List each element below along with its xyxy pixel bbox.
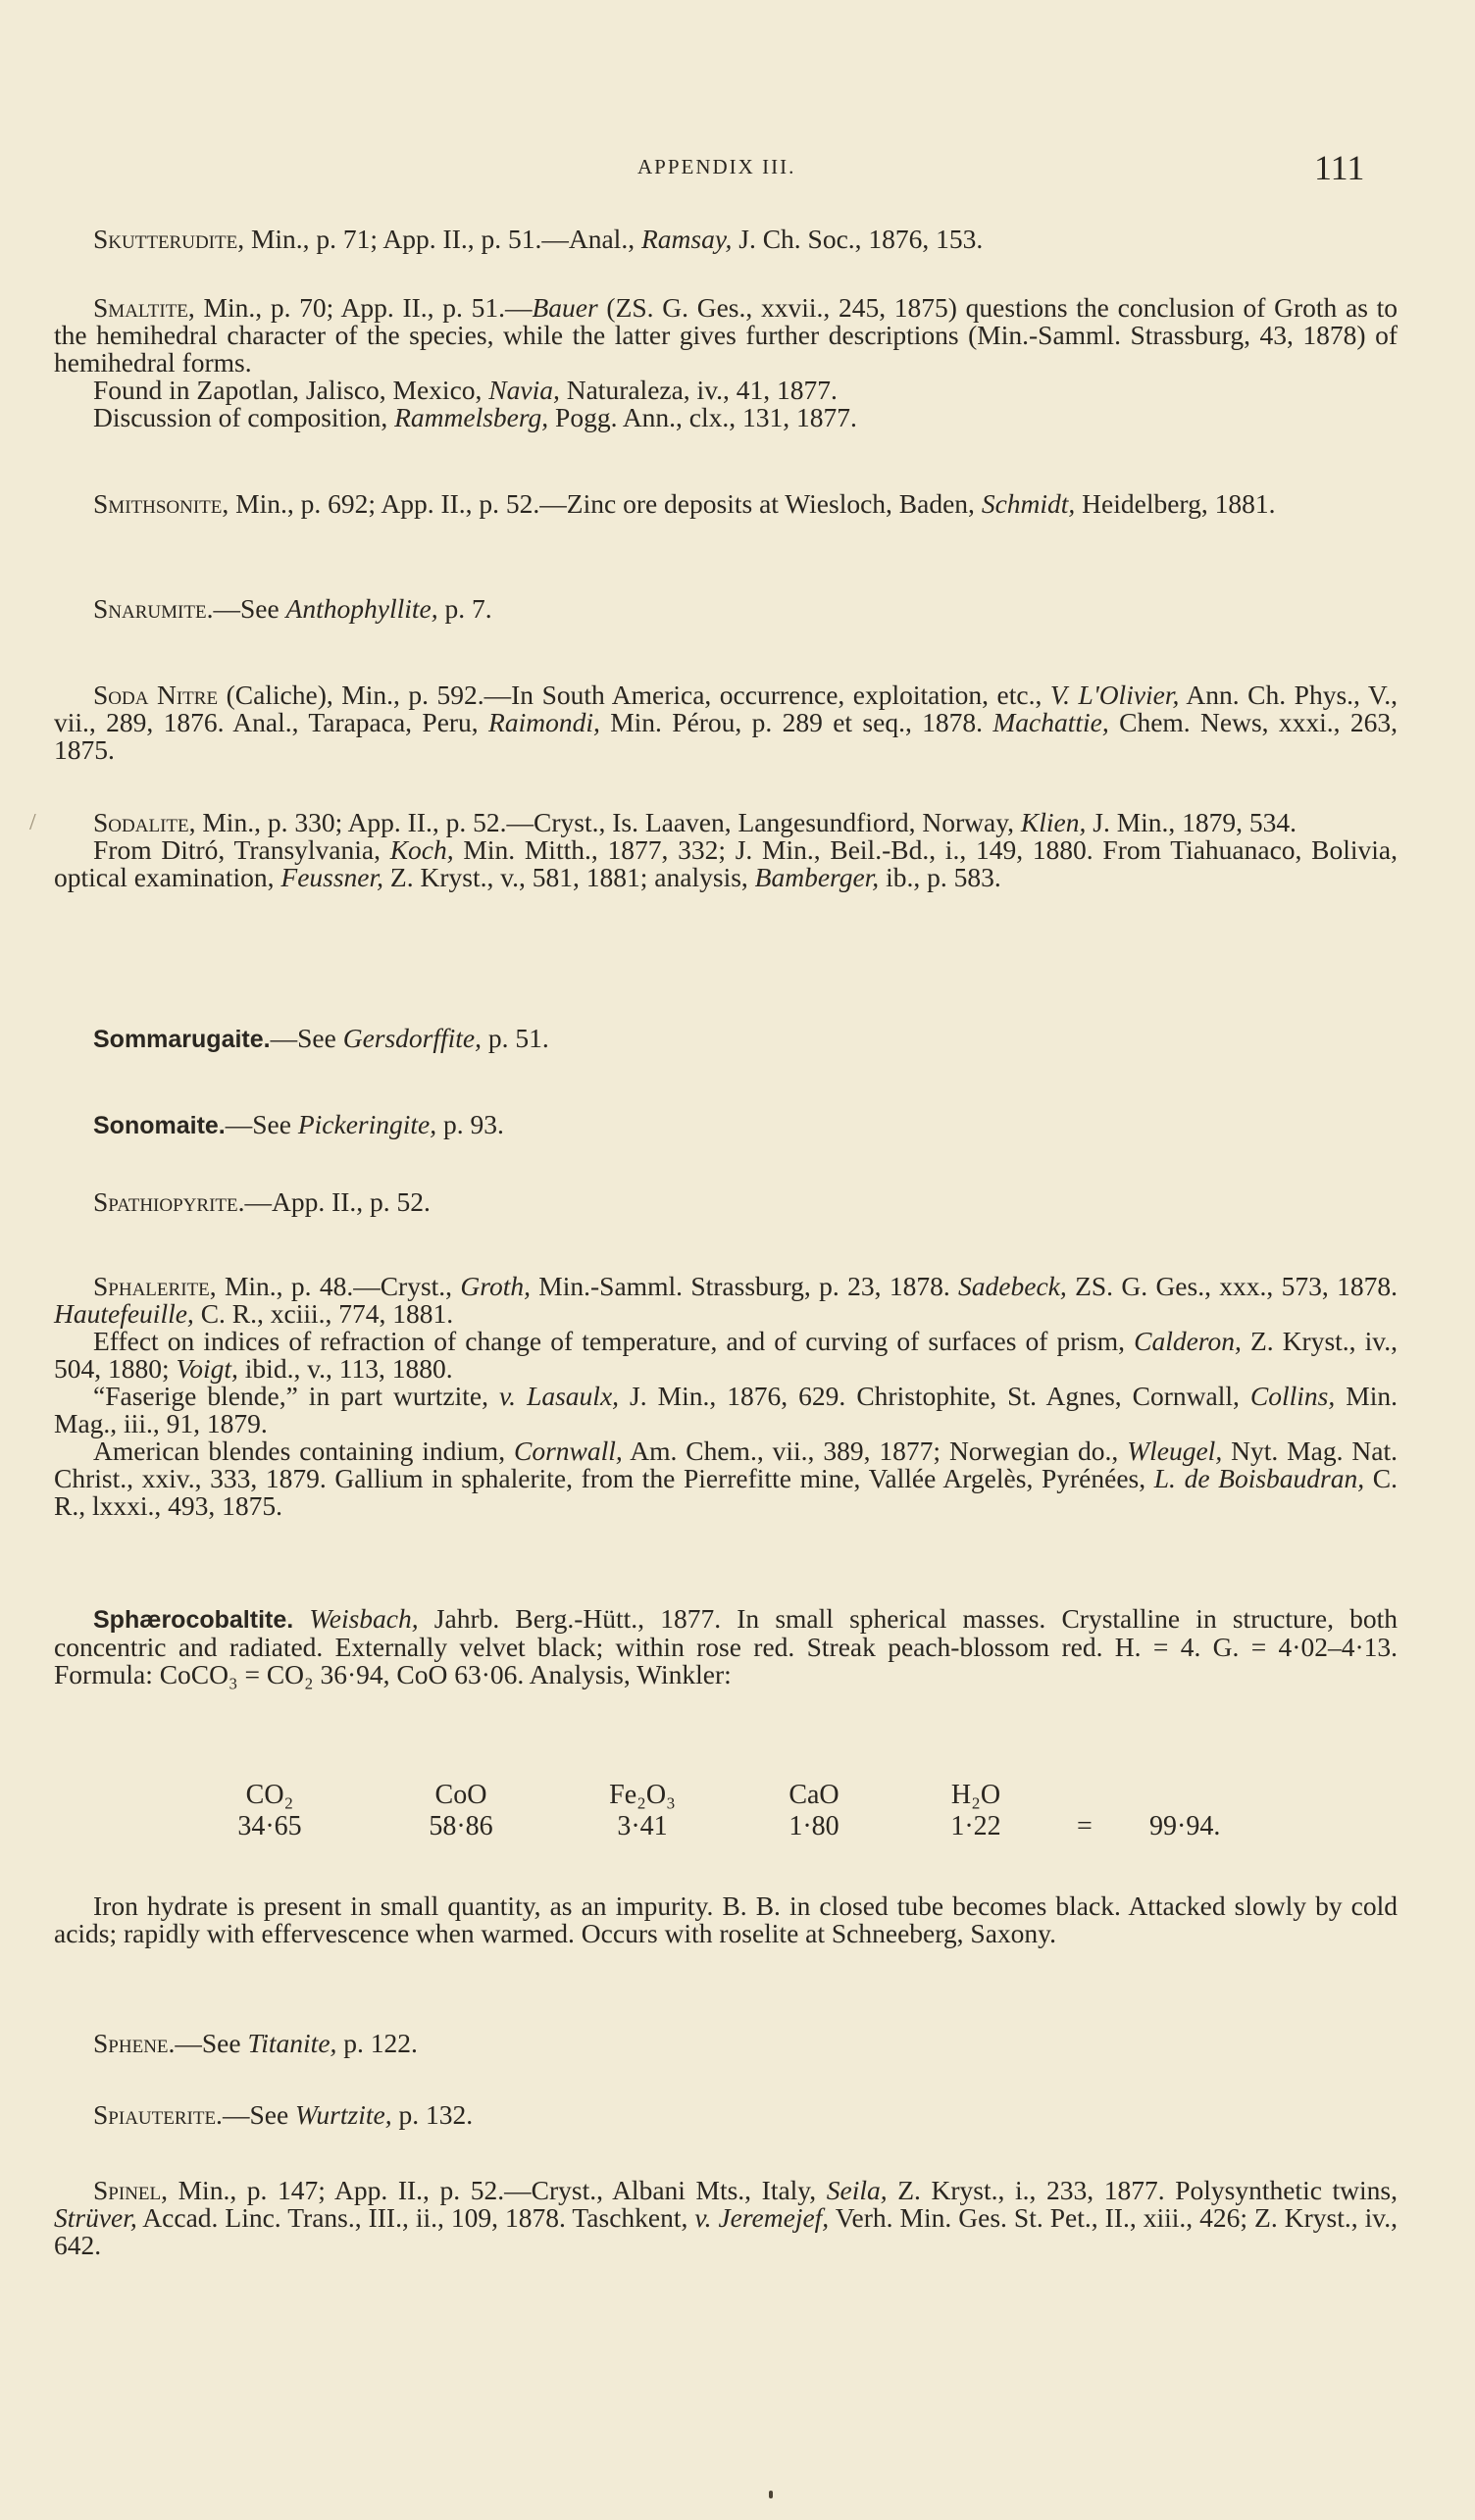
text-run: —See [270, 1023, 343, 1053]
author-or-term: Collins, [1249, 1381, 1336, 1411]
author-or-term: v. Lasaulx, [499, 1381, 620, 1411]
text-run: Effect on indices of refraction of change of temperature, and of curving of surfaces of prism, [93, 1326, 1135, 1356]
entry-paragraph [54, 404, 1398, 431]
text-run: Verh. Min. Ges. St. Pet., II., xiii., 426; Z. Kryst., iv., 642. [54, 2202, 1398, 2260]
text-run: J. Min., 1876, 629. Christophite, St. Agnes, Cornwall, [619, 1381, 1250, 1411]
entry-spiauterite [54, 2101, 1398, 2129]
entry-heading-paragraph [54, 2030, 1398, 2057]
entry-paragraph [54, 1328, 1398, 1383]
analysis-value: 1·80 [788, 1811, 839, 1841]
analysis-label: CaO [788, 1780, 839, 1810]
text-run: Accad. Linc. Trans., III., ii., 109, 1878. Taschkent, [136, 2202, 695, 2233]
text-run: Min. Pérou, p. 289 et seq., 1878. [599, 707, 993, 737]
running-head: APPENDIX III. [637, 155, 796, 178]
text-run: J. Ch. Soc., 1876, 153. [732, 224, 984, 254]
entry-heading-paragraph [54, 1273, 1398, 1328]
text-run: Min., p. 692; App. II., p. 52.—Zinc ore deposits at Wiesloch, Baden, [229, 488, 982, 519]
entry-title: Soda Nitre [93, 680, 219, 710]
entry-title: Smaltite, [93, 292, 195, 323]
entry-heading-paragraph [54, 681, 1398, 764]
entry-heading-paragraph [54, 2177, 1398, 2259]
text-run [293, 1603, 309, 1634]
entry-heading-paragraph [54, 1892, 1398, 1947]
text-run: —See [175, 2028, 248, 2058]
entry-heading-paragraph [54, 809, 1398, 836]
author-or-term: Groth, [460, 1271, 531, 1301]
text-run: Z. Kryst., v., 581, 1881; analysis, [383, 862, 755, 892]
entry-paragraph [54, 836, 1398, 891]
entry-heading-paragraph [54, 1188, 1398, 1216]
text-run: Min., p. 48.—Cryst., [216, 1271, 461, 1301]
ink-speck [769, 2491, 773, 2498]
text-run: Heidelberg, 1881. [1075, 488, 1276, 519]
author-or-term: Hautefeuille, [54, 1298, 194, 1329]
text-run: Min. Mitth., 1877, 332; J. Min., Beil.-Bd., i., 149, 1880. From Tiahuanaco, Bolivia, optical examination, [54, 834, 1399, 892]
author-or-term: Ramsay, [640, 224, 733, 254]
entry-heading-paragraph [54, 226, 1398, 253]
author-or-term: Sadebeck, [958, 1271, 1067, 1301]
text-run: p. 132. [391, 2099, 474, 2130]
entry-smaltite [54, 294, 1398, 431]
text-run: Found in Zapotlan, Jalisco, Mexico, [93, 375, 489, 405]
author-or-term: Navia, [488, 375, 560, 405]
text-run: Min., p. 147; App. II., p. 52.—Cryst., Albani Mts., Italy, [168, 2175, 827, 2205]
text-run: Pogg. Ann., clx., 131, 1877. [548, 402, 857, 432]
text-run: (Caliche), Min., p. 592.—In South America, occurrence, exploitation, etc., [218, 680, 1050, 710]
entry-heading-paragraph [54, 1111, 1398, 1139]
author-or-term: Bamberger, [754, 862, 880, 892]
author-or-term: Titanite, [247, 2028, 337, 2058]
text-run: Min., p. 70; App. II., p. 51.— [194, 292, 533, 323]
text-run: C. R., lxxxi., 493, 1875. [54, 1463, 1399, 1521]
text-run: Z. Kryst., i., 233, 1877. Polysynthetic twins, [887, 2175, 1398, 2205]
entry-snarumite [54, 595, 1398, 623]
text-run: p. 122. [336, 2028, 418, 2058]
text-run: Z. Kryst., iv., 504, 1880; [54, 1326, 1399, 1384]
entry-skutterudite [54, 226, 1398, 253]
entry-spathiopyrite [54, 1188, 1398, 1216]
author-or-term: Rammelsberg, [394, 402, 549, 432]
analysis-value: 1·22 [950, 1811, 1001, 1841]
author-or-term: Pickeringite, [297, 1109, 437, 1139]
analysis-label: Fe₂O₃ [609, 1780, 676, 1810]
author-or-term: Anthophyllite, [285, 593, 438, 624]
text-run: Chem. News, xxxi., 263, 1875. [54, 707, 1398, 765]
entry-heading-paragraph [54, 490, 1398, 518]
entry-heading-paragraph [54, 1025, 1398, 1053]
entry-title: Spathiopyrite. [93, 1186, 245, 1217]
text-run: —See [213, 593, 286, 624]
entry-iron-hydrate [54, 1892, 1398, 1947]
entry-spinel [54, 2177, 1398, 2259]
text-run: Min.-Samml. Strassburg, p. 23, 1878. [530, 1271, 959, 1301]
text-run: American blendes containing indium, [93, 1436, 514, 1466]
entry-heading-paragraph [54, 2101, 1398, 2129]
text-run: Min. Mag., iii., 91, 1879. [54, 1381, 1399, 1438]
text-run: J. Min., 1879, 534. [1086, 807, 1297, 837]
analysis-value: 58·86 [429, 1811, 493, 1841]
entry-paragraph [54, 1437, 1398, 1520]
author-or-term: V. L'Olivier, [1049, 680, 1180, 710]
author-or-term: Machattie, [992, 707, 1109, 737]
author-or-term: Wurtzite, [295, 2099, 392, 2130]
text-run: Iron hydrate is present in small quantity, as an impurity. B. B. in closed tube becomes black. Attacked slowly by cold acids; rapidly with effervescence when warmed. Occurs with roselite at Schneeberg, Saxony. [54, 1890, 1398, 1948]
text-run: Min., p. 330; App. II., p. 52.—Cryst., Is. Laaven, Langesundfiord, Norway, [195, 807, 1021, 837]
author-or-term: Seila, [826, 2175, 888, 2205]
text-run: ib., p. 583. [879, 862, 1001, 892]
entry-title: Snarumite. [93, 593, 214, 624]
author-or-term: Calderon, [1134, 1326, 1242, 1356]
analysis-value: 34·65 [237, 1811, 302, 1841]
entry-sphalerite [54, 1273, 1398, 1520]
text-run: Jahrb. Berg.-Hütt., 1877. In small spherical masses. Crystalline in structure, both concentric and radiated. Externally velvet black; within rose red. Streak peach-blossom red. H. = 4. G. = 4·02–4·13. Formula: CoCO₃ = CO₂ 36·94, CoO 63·06. Analysis, Winkler: [54, 1603, 1399, 1689]
text-run: —App. II., p. 52. [244, 1186, 431, 1217]
entry-title: Sphærocobaltite. [93, 1606, 294, 1634]
author-or-term: Klien, [1020, 807, 1087, 837]
author-or-term: Gersdorffite, [342, 1023, 483, 1053]
author-or-term: Voigt, [176, 1353, 238, 1384]
text-run: ZS. G. Ges., xxx., 573, 1878. [1066, 1271, 1398, 1301]
entry-soda-nitre [54, 681, 1398, 764]
entry-paragraph [54, 377, 1398, 404]
author-or-term: Weisbach, [309, 1603, 419, 1634]
text-run: Naturaleza, iv., 41, 1877. [559, 375, 838, 405]
text-run: ibid., v., 113, 1880. [237, 1353, 453, 1384]
text-run: (ZS. G. Ges., xxvii., 245, 1875) questions the conclusion of Groth as to the hemihedral character of the species, while the latter gives further descriptions (Min.-Samml. Strassburg, 43, 1878) of hemihedral forms. [54, 292, 1399, 378]
text-run: p. 51. [482, 1023, 549, 1053]
entry-heading-paragraph [54, 294, 1398, 377]
text-run: From Ditró, Transylvania, [93, 834, 390, 865]
text-run: p. 93. [436, 1109, 504, 1139]
text-run: “Faserige blende,” in part wurtzite, [93, 1381, 499, 1411]
entry-title: Sphene. [93, 2028, 176, 2058]
entry-heading-paragraph [54, 1605, 1398, 1688]
analysis-equals: = [1077, 1811, 1093, 1841]
analysis-value: 3·41 [617, 1811, 668, 1841]
text-run: Ann. Ch. Phys., V., vii., 289, 1876. Anal., Tarapaca, Peru, [54, 680, 1398, 737]
author-or-term: Raimondi, [488, 707, 600, 737]
author-or-term: v. Jeremejef, [694, 2202, 830, 2233]
analysis-label: CO₂ [245, 1780, 294, 1810]
entry-title: Skutterudite, [93, 224, 245, 254]
entry-sphene [54, 2030, 1398, 2057]
page-header [0, 147, 1475, 196]
author-or-term: L. de Boisbaudran, [1153, 1463, 1365, 1493]
entry-title: Sonomaite. [93, 1112, 226, 1139]
entry-sphaerocobaltite [54, 1605, 1398, 1688]
author-or-term: Feussner, [280, 862, 384, 892]
margin-mark: / [29, 810, 36, 835]
author-or-term: Strüver, [54, 2202, 137, 2233]
text-run: Discussion of composition, [93, 402, 395, 432]
entry-heading-paragraph [54, 595, 1398, 623]
text-run: Nyt. Mag. Nat. Christ., xxiv., 333, 1879. Gallium in sphalerite, from the Pierrefitte mine, Vallée Argelès, Pyrénées, [54, 1436, 1398, 1493]
entry-title: Sphalerite, [93, 1271, 217, 1301]
entry-title: Sodalite, [93, 807, 196, 837]
entry-sommarugaite [54, 1025, 1398, 1053]
entry-paragraph [54, 1383, 1398, 1437]
entry-sonomaite [54, 1111, 1398, 1139]
author-or-term: Cornwall, [514, 1436, 623, 1466]
entry-title: Spiauterite. [93, 2099, 223, 2130]
entry-title: Spinel, [93, 2175, 168, 2205]
analysis-label: CoO [434, 1780, 487, 1810]
author-or-term: Koch, [389, 834, 454, 865]
page-number: 111 [1314, 148, 1365, 187]
author-or-term: Bauer [532, 292, 598, 323]
entry-sodalite [54, 809, 1398, 891]
entry-title: Smithsonite, [93, 488, 229, 519]
text-run: Am. Chem., vii., 389, 1877; Norwegian do., [622, 1436, 1128, 1466]
author-or-term: Schmidt, [981, 488, 1076, 519]
text-run: C. R., xciii., 774, 1881. [193, 1298, 454, 1329]
text-run: p. 7. [437, 593, 492, 624]
analysis-label: H₂O [950, 1780, 1001, 1810]
entry-title: Sommarugaite. [93, 1026, 271, 1053]
analysis-total: 99·94. [1149, 1811, 1221, 1841]
text-run: —See [225, 1109, 298, 1139]
entry-smithsonite [54, 490, 1398, 518]
text-run: —See [222, 2099, 296, 2130]
text-run: Min., p. 71; App. II., p. 51.—Anal., [244, 224, 641, 254]
author-or-term: Wleugel, [1127, 1436, 1223, 1466]
